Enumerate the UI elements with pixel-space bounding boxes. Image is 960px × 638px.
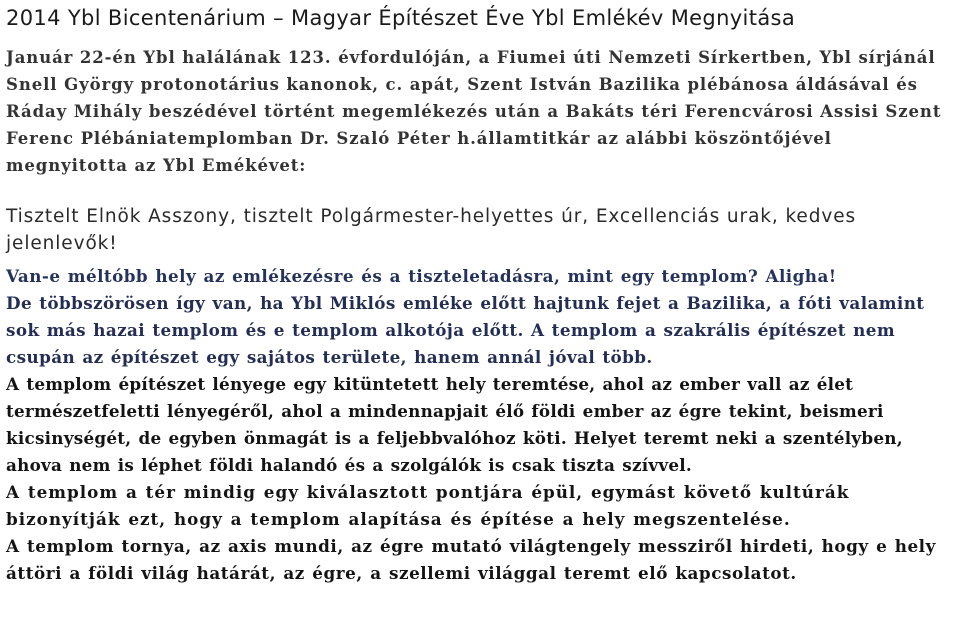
speech-paragraph-3: A templom építészet lényege egy kitüntetett hely teremtése, ahol az ember vall az élet természetfeletti lényegéről, ahol a mindennapjait élő földi ember az égre tekint, beismeri kicsinységét, de egyben önmagát is a feljebbvalóhoz köti. Helyet teremt neki a szentélyben, ahova nem is léphet földi halandó és a szolgálók is csak tiszta szívvel. bbox=[6, 374, 903, 475]
speech-body bbox=[6, 263, 958, 587]
speech-paragraph-5: A templom tornya, az axis mundi, az égre mutató világtengely messziről hirdeti, hogy e hely áttöri a földi világ határát, az égre, a szellemi világgal teremt elő kapcsolatot. bbox=[6, 536, 936, 583]
article-title: 2014 Ybl Bicentenárium – Magyar Építészet Éve Ybl Emlékév Megnyitása bbox=[6, 6, 796, 30]
speech-paragraph-1: Van-e méltóbb hely az emlékezésre és a tiszteletadásra, mint egy templom? Aligha! bbox=[6, 266, 837, 286]
article bbox=[6, 4, 958, 587]
salutation-line: Tisztelt Elnök Asszony, tisztelt Polgármester-helyettes úr, Excellenciás urak, kedves jelenlevők! bbox=[6, 206, 857, 254]
speech-paragraph-4: A templom a tér mindig egy kiválasztott pontjára épül, egymást követő kultúrák bizonyítják ezt, hogy a templom alapítása és építése a hely megszentelése. bbox=[6, 482, 850, 529]
speech-paragraph-2: De többszörösen így van, ha Ybl Miklós emléke előtt hajtunk fejet a Bazilika, a fóti valamint sok más hazai templom és e templom alkotója előtt. A templom a szakrális építészet nem csupán az építészet egy sajátos területe, hanem annál jóval több. bbox=[6, 293, 925, 367]
intro-paragraph: Január 22-én Ybl halálának 123. évfordulóján, a Fiumei úti Nemzeti Sírkertben, Ybl sírjánál Snell György protonotárius kanonok, c. apát, Szent István Bazilika plébánosa áldásával és Ráday Mihály beszédével történt megemlékezés után a Bakáts téri Ferencvárosi Assisi Szent Ferenc Plébániatemplomban Dr. Szaló Péter h.államtitkár az alábbi köszöntőjével megnyitotta az Ybl Emékévet: bbox=[6, 48, 942, 175]
